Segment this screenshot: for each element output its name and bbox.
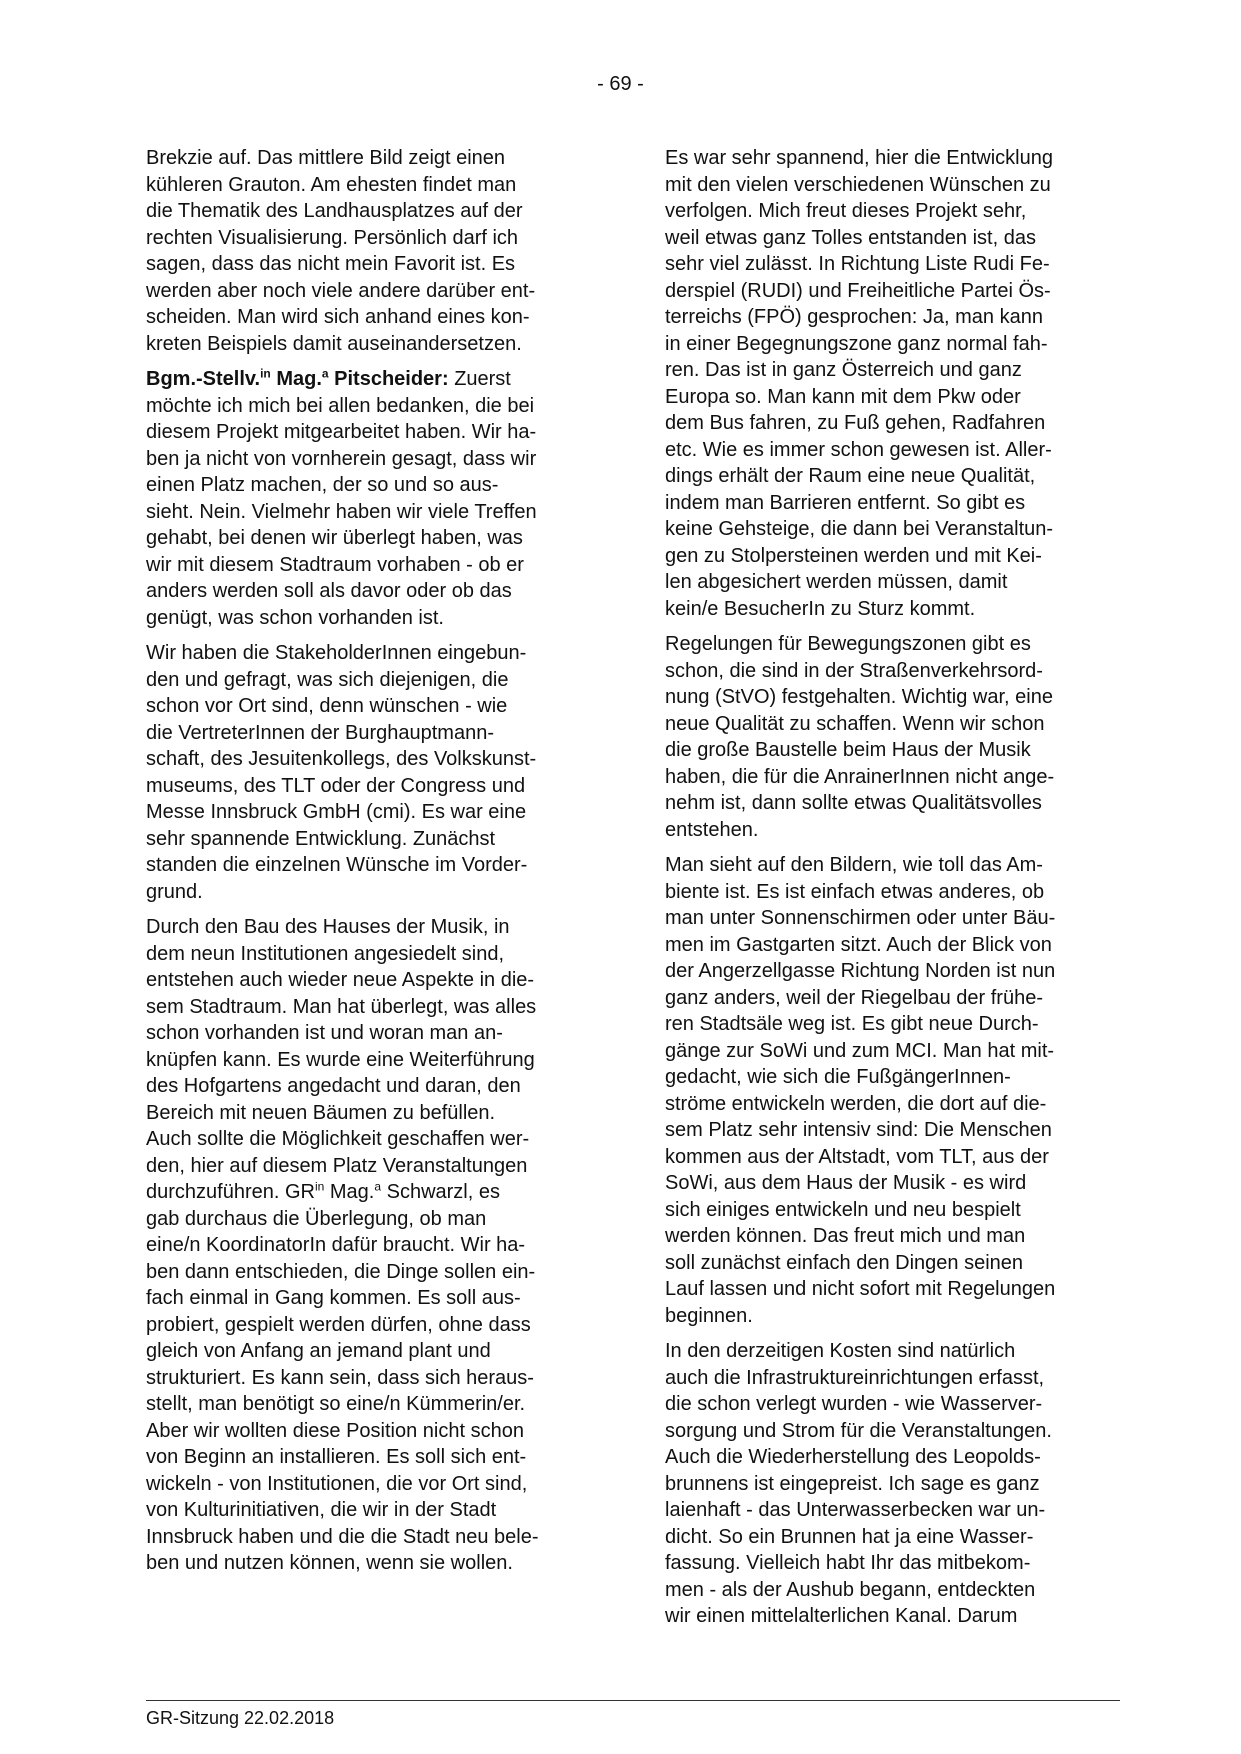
- speech-text: Zuerst möchte ich mich bei allen bedanken, die bei diesem Projekt mitgearbeitet haben. Wir ha- ben ja nicht von vornherein gesagt, dass wir einen Platz machen, der so und so aus- sieht. Nein. Vielmehr haben wir viele Treffen gehabt, bei denen wir überlegt haben, was wir mit diesem Stadtraum vorhaben - ob er anders werden soll als davor oder ob das genügt, was schon vorhanden ist.: [146, 368, 537, 629]
- paragraph: Es war sehr spannend, hier die Entwicklung mit den vielen verschiedenen Wünschen zu verfolgen. Mich freut dieses Projekt sehr, weil etwas ganz Tolles entstanden ist, das sehr viel zulässt. In Richtung Liste Rudi Fe- derspiel (RUDI) und Freiheitliche Partei Ös- terreichs (FPÖ) gesprochen: Ja, man kann in einer Begegnungszone ganz normal fah- ren. Das ist in ganz Österreich und ganz Europa so. Man kann mit dem Pkw oder dem Bus fahren, zu Fuß gehen, Radfahren etc. Wie es immer schon gewesen ist. Aller- dings erhält der Raum eine neue Qualität, indem man Barrieren entfernt. So gibt es keine Gehsteige, die dann bei Veranstaltun- gen zu Stolpersteinen werden und mit Kei- len abgesichert werden müssen, damit kein/e BesucherIn zu Sturz kommt.: [665, 147, 1054, 620]
- paragraph-text: Schwarzl, es gab durchaus die Überlegung, ob man eine/n KoordinatorIn dafür braucht. Wir ha- ben dann entschieden, die Dinge sollen ein- fach einmal in Gang kommen. Es soll aus- probiert, gespielt werden dürfen, ohne dass gleich von Anfang an jemand plant und strukturiert. Es kann sein, dass sich heraus- stellt, man benötigt so eine/n Kümmerin/er. Aber wir wollten diese Position nicht schon von Beginn an installieren. Es soll sich ent- wickeln - von Institutionen, die vor Ort sind, von Kulturinitiativen, die wir in der Stadt Innsbruck haben und die die Stadt neu bele- ben und nutzen können, wenn sie wollen.: [146, 1181, 539, 1574]
- speaker-name: [146, 368, 449, 390]
- paragraph-text: Durch den Bau des Hauses der Musik, in dem neun Institutionen angesiedelt sind, entstehen auch wieder neue Aspekte in die- sem Stadtraum. Man hat überlegt, was alles schon vorhanden ist und woran man an- knüpfen kann. Es wurde eine Weiterführung des Hofgartens angedacht und daran, den Bereich mit neuen Bäumen zu befüllen. Auch sollte die Möglichkeit geschaffen wer- den, hier auf diesem Platz Veranstaltungen durchzuführen. GR: [146, 916, 537, 1203]
- paragraph: Man sieht auf den Bildern, wie toll das Am- biente ist. Es ist einfach etwas anderes, ob man unter Sonnenschirmen oder unter Bäu- men im Gastgarten sitzt. Auch der Blick von der Angerzellgasse Richtung Norden ist nun ganz anders, weil der Riegelbau der frühe- ren Stadtsäle weg ist. Es gibt neue Durch- gänge zur SoWi und zum MCI. Man hat mit- gedacht, wie sich die FußgängerInnen- ströme entwickeln werden, die dort auf die- sem Platz sehr intensiv sind: Die Menschen kommen aus der Altstadt, vom TLT, aus der SoWi, aus dem Haus der Musik - es wird sich einiges entwickeln und neu bespielt werden können. Das freut mich und man soll zunächst einfach den Dingen seinen Lauf lassen und nicht sofort mit Regelungen beginnen.: [665, 854, 1056, 1327]
- paragraph: Wir haben die StakeholderInnen eingebun- den und gefragt, was sich diejenigen, die schon vor Ort sind, denn wünschen - wie die VertreterInnen der Burghauptmann- schaft, des Jesuitenkollegs, des Volkskunst- museums, des TLT oder der Congress und Messe Innsbruck GmbH (cmi). Es war eine sehr spannende Entwicklung. Zunächst standen die einzelnen Wünsche im Vorder- grund.: [146, 642, 537, 903]
- footer-divider: [146, 1700, 1120, 1701]
- left-column: [146, 145, 598, 1586]
- speaker-paragraph: [146, 366, 598, 631]
- paragraph: Brekzie auf. Das mittlere Bild zeigt einen kühleren Grauton. Am ehesten findet man die Thematik des Landhausplatzes auf der rechten Visualisierung. Persönlich darf ich sagen, dass das nicht mein Favorit ist. Es werden aber noch viele andere darüber ent- scheiden. Man wird sich anhand eines kon- kreten Beispiels damit auseinandersetzen.: [146, 147, 536, 355]
- paragraph-text: Mag.: [324, 1181, 375, 1203]
- paragraph: In den derzeitigen Kosten sind natürlich auch die Infrastruktureinrichtungen erfasst, die schon verlegt wurden - wie Wasserver- sorgung und Strom für die Veranstaltungen. Auch die Wiederherstellung des Leopolds- brunnens ist eingepreist. Ich sage es ganz laienhaft - das Unterwasserbecken war un- dicht. So ein Brunnen hat ja eine Wasser- fassung. Vielleich habt Ihr das mitbekom- men - als der Aushub begann, entdeckten wir einen mittelalterlichen Kanal. Darum: [665, 1340, 1052, 1627]
- paragraph: Regelungen für Bewegungszonen gibt es schon, die sind in der Straßenverkehrsord- nung (StVO) festgehalten. Wichtig war, eine neue Qualität zu schaffen. Wenn wir schon die große Baustelle beim Haus der Musik haben, die für die AnrainerInnen nicht ange- nehm ist, dann sollte etwas Qualitätsvolles entstehen.: [665, 633, 1055, 841]
- speaker-degree: Mag.: [276, 368, 322, 390]
- right-column: [665, 145, 1120, 1639]
- page-number: - 69 -: [597, 73, 644, 95]
- speaker-surname: Pitscheider:: [334, 368, 449, 390]
- degree-suffix: a: [374, 1179, 382, 1194]
- speaker-title: Bgm.-Stellv.: [146, 368, 261, 390]
- title-suffix: in: [314, 1179, 325, 1194]
- speaker-degree-suffix: a: [321, 366, 329, 381]
- speaker-title-suffix: in: [260, 366, 271, 381]
- paragraph: [146, 914, 598, 1577]
- footer-session-date: GR-Sitzung 22.02.2018: [146, 1708, 335, 1728]
